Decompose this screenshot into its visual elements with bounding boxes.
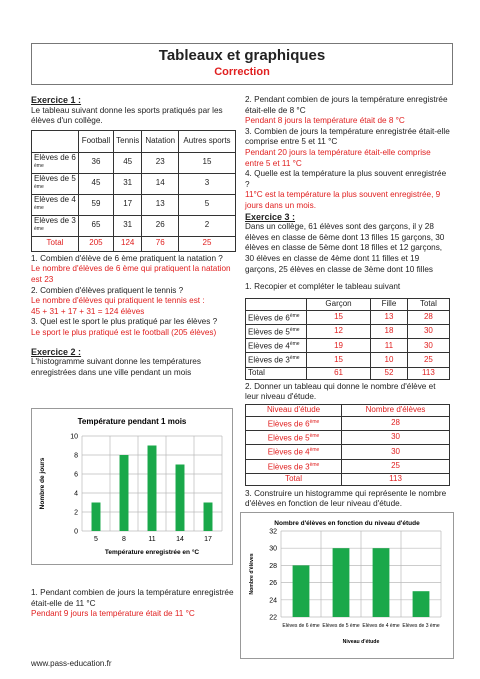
gender-total-cell: 52 <box>371 367 408 379</box>
bar <box>373 548 390 617</box>
ex2-a2: Pendant 8 jours la température était de 8 °C <box>245 116 405 126</box>
ex2-a1: Pendant 9 jours la température était de 11 °C <box>31 609 195 619</box>
sports-cell: 36 <box>79 152 114 173</box>
sports-row-label: Elèves de 6 $^{ème}$ <box>32 152 79 173</box>
y-tick-label: 2 <box>74 509 78 517</box>
ex1-heading: Exercice 1 : <box>31 95 82 105</box>
ex1-q2: 2. Combien d'élèves pratiquent le tennis ? <box>31 285 184 295</box>
ex2-a4: 11°C est la température la plus souvent enregistrée, 9 jours dans un mois. <box>245 190 441 210</box>
bar <box>333 548 350 617</box>
ex3-heading: Exercice 3 : <box>245 211 296 222</box>
sports-total-cell: 76 <box>142 236 178 251</box>
y-tick-label: 6 <box>74 471 78 479</box>
gender-header-total: Total <box>407 298 449 310</box>
temperature-chart-box <box>31 408 233 565</box>
left-column-bottom <box>31 588 236 620</box>
level-row-label: Elèves de 5ème <box>246 431 342 445</box>
sports-header-tennis: Tennis <box>113 130 142 152</box>
page-title: Tableaux et graphiques <box>158 47 326 64</box>
sports-total-cell: 124 <box>113 236 142 251</box>
bar <box>413 591 430 617</box>
sports-cell: 26 <box>142 215 178 236</box>
sports-cell: 45 <box>113 152 142 173</box>
sports-cell: 2 <box>178 215 235 236</box>
sports-cell: 45 <box>79 173 114 194</box>
sports-total-cell: 25 <box>178 236 235 251</box>
y-axis-label: Nombre d'élèves <box>249 553 255 595</box>
ex3-intro: Dans un collège, 61 élèves sont des garçons, il y 28 élèves en classe de 6ème dont 13 filles 15 garçons, 30 élèves en classe de 5ème dont 18 filles et 12 garçons, 30 élèves en classe de 4ème dont 11 filles et 19 garçons, 25 élèves en classe de 3ème dont 10 filles <box>245 222 445 274</box>
gender-cell: 11 <box>371 339 408 353</box>
sports-header-empty <box>32 130 79 152</box>
level-total-label: Total <box>246 473 342 485</box>
x-tick-label: Elèves de 6 ème <box>282 623 320 629</box>
x-tick-label: Elèves de 4 ème <box>362 623 400 629</box>
sports-cell: 3 <box>178 173 235 194</box>
gender-row-label: Elèves de 6ème <box>246 310 307 324</box>
gender-header-garcon: Garçon <box>307 298 371 310</box>
ex2-heading: Exercice 2 : <box>31 346 82 357</box>
sports-cell: 14 <box>142 173 178 194</box>
bar <box>293 565 310 617</box>
level-row-label: Elèves de 4ème <box>246 445 342 459</box>
sports-header-football: Football <box>79 130 114 152</box>
left-column <box>31 95 236 378</box>
bar <box>176 465 185 532</box>
title-box <box>31 43 453 85</box>
level-cell: 30 <box>342 445 450 459</box>
gender-cell: 28 <box>407 310 449 324</box>
level-row-label: Elèves de 3ème <box>246 459 342 473</box>
x-tick-label: 11 <box>148 536 156 543</box>
sports-row-label: Elèves de 4 $^{ème}$ <box>32 194 79 215</box>
level-cell: 28 <box>342 416 450 430</box>
x-tick-label: Elèves de 5 ème <box>322 623 360 629</box>
y-tick-label: 8 <box>74 452 78 460</box>
y-axis-label: Nombre de jours <box>39 457 46 510</box>
ex1-a2a: Le nombre d'élèves qui pratiquent le tennis est : <box>31 296 205 306</box>
gender-row-label: Elèves de 5ème <box>246 324 307 338</box>
sports-header-autres: Autres sports <box>178 130 235 152</box>
gender-cell: 12 <box>307 324 371 338</box>
bar <box>120 455 129 531</box>
x-tick-label: 17 <box>204 536 212 543</box>
level-cell: 30 <box>342 431 450 445</box>
gender-row-label: Elèves de 3ème <box>246 353 307 367</box>
ex2-intro: L'histogramme suivant donne les températures enregistrées dans une ville pendant un mois <box>31 357 201 377</box>
ex3-q1: 1. Recopier et compléter le tableau suivant <box>245 282 401 292</box>
ex2-q2: 2. Pendant combien de jours la température enregistrée était-elle de 8 °C <box>245 95 448 115</box>
gender-cell: 10 <box>371 353 408 367</box>
level-cell: 25 <box>342 459 450 473</box>
gender-cell: 19 <box>307 339 371 353</box>
chart-title: Température pendant 1 mois <box>77 417 187 426</box>
y-tick-label: 4 <box>74 490 78 498</box>
y-tick-label: 10 <box>70 433 78 441</box>
gender-cell: 25 <box>407 353 449 367</box>
ex1-intro: Le tableau suivant donne les sports pratiqués par les élèves d'un collège. <box>31 105 223 126</box>
level-table <box>245 404 450 486</box>
sports-table <box>31 130 236 252</box>
gender-row-label: Elèves de 4ème <box>246 339 307 353</box>
x-tick-label: 8 <box>122 536 126 543</box>
bar <box>204 503 213 532</box>
ex3-q2: 2. Donner un tableau qui donne le nombre d'élève et leur niveau d'étude. <box>245 381 436 402</box>
sports-total-cell: 205 <box>79 236 114 251</box>
ex2-q1: 1. Pendant combien de jours la température enregistrée était-elle de 11 °C <box>31 588 234 608</box>
ex1-q1: 1. Combien d'élève de 6 ème pratiquent la natation ? <box>31 253 223 263</box>
x-tick-label: Elèves de 3 ème <box>402 623 440 629</box>
gender-total-label: Total <box>246 367 307 379</box>
sports-cell: 13 <box>142 194 178 215</box>
chart-title: Nombre d'élèves en fonction du niveau d'étude <box>274 520 420 527</box>
y-tick-label: 30 <box>269 545 277 553</box>
gender-total-cell: 61 <box>307 367 371 379</box>
level-total-cell: 113 <box>342 473 450 485</box>
bar <box>148 446 157 532</box>
gender-cell: 13 <box>371 310 408 324</box>
sports-row-label: Elèves de 3 $^{ème}$ <box>32 215 79 236</box>
gender-cell: 15 <box>307 353 371 367</box>
y-tick-label: 24 <box>269 597 277 605</box>
ex1-a1: Le nombre d'élèves de 6 ème qui pratiquent la natation est 23 <box>31 264 231 284</box>
sports-row-label: Elèves de 5 $^{ème}$ <box>32 173 79 194</box>
footer-url: www.pass-education.fr <box>31 659 112 668</box>
gender-cell: 18 <box>371 324 408 338</box>
sports-cell: 65 <box>79 215 114 236</box>
gender-total-cell: 113 <box>407 367 449 379</box>
page-subtitle: Correction <box>214 66 270 78</box>
gender-cell: 30 <box>407 324 449 338</box>
ex2-q4: 4. Quelle est la température la plus souvent enregistrée ? <box>245 169 447 189</box>
x-axis-label: Niveau d'étude <box>342 639 380 645</box>
y-tick-label: 26 <box>269 580 277 588</box>
ex2-q3: 3. Combien de jours la température enregistrée était-elle comprise entre 5 et 11 °C <box>245 126 450 147</box>
temperature-chart <box>32 409 232 564</box>
students-chart-box <box>240 512 454 659</box>
sports-header-natation: Natation <box>142 130 178 152</box>
ex3-q3: 3. Construire un histogramme qui représente le nombre d'élèves en fonction de leur niveau d'étude. <box>245 488 447 509</box>
sports-cell: 31 <box>113 215 142 236</box>
x-tick-label: 14 <box>176 536 184 543</box>
gender-cell: 15 <box>307 310 371 324</box>
y-tick-label: 32 <box>269 528 277 536</box>
ex1-q3: 3. Quel est le sport le plus pratiqué par les élèves ? <box>31 317 218 327</box>
level-row-label: Elèves de 6ème <box>246 416 342 430</box>
sports-cell: 5 <box>178 194 235 215</box>
sports-cell: 17 <box>113 194 142 215</box>
sports-cell: 23 <box>142 152 178 173</box>
level-header-niveau: Niveau d'étude <box>246 404 342 416</box>
y-tick-label: 22 <box>269 614 277 622</box>
sports-cell: 59 <box>79 194 114 215</box>
ex1-a2b: 45 + 31 + 17 + 31 = 124 élèves <box>31 306 145 316</box>
y-tick-label: 0 <box>74 528 78 536</box>
students-chart <box>241 513 453 658</box>
gender-header-empty <box>246 298 307 310</box>
sports-cell: 31 <box>113 173 142 194</box>
sports-cell: 15 <box>178 152 235 173</box>
gender-cell: 30 <box>407 339 449 353</box>
sports-total-label: Total <box>32 236 79 251</box>
level-header-nombre: Nombre d'élèves <box>342 404 450 416</box>
y-tick-label: 28 <box>269 562 277 570</box>
gender-header-fille: Fille <box>371 298 408 310</box>
right-column <box>245 95 450 510</box>
gender-table <box>245 298 450 380</box>
x-tick-label: 5 <box>94 536 98 543</box>
bar <box>92 503 101 532</box>
ex1-a3: Le sport le plus pratiqué est le football (205 élèves) <box>31 327 217 337</box>
ex2-a3: Pendant 20 jours la température était-elle comprise entre 5 et 11 °C <box>245 147 431 168</box>
x-axis-label: Température enregistrée en °C <box>104 549 200 556</box>
